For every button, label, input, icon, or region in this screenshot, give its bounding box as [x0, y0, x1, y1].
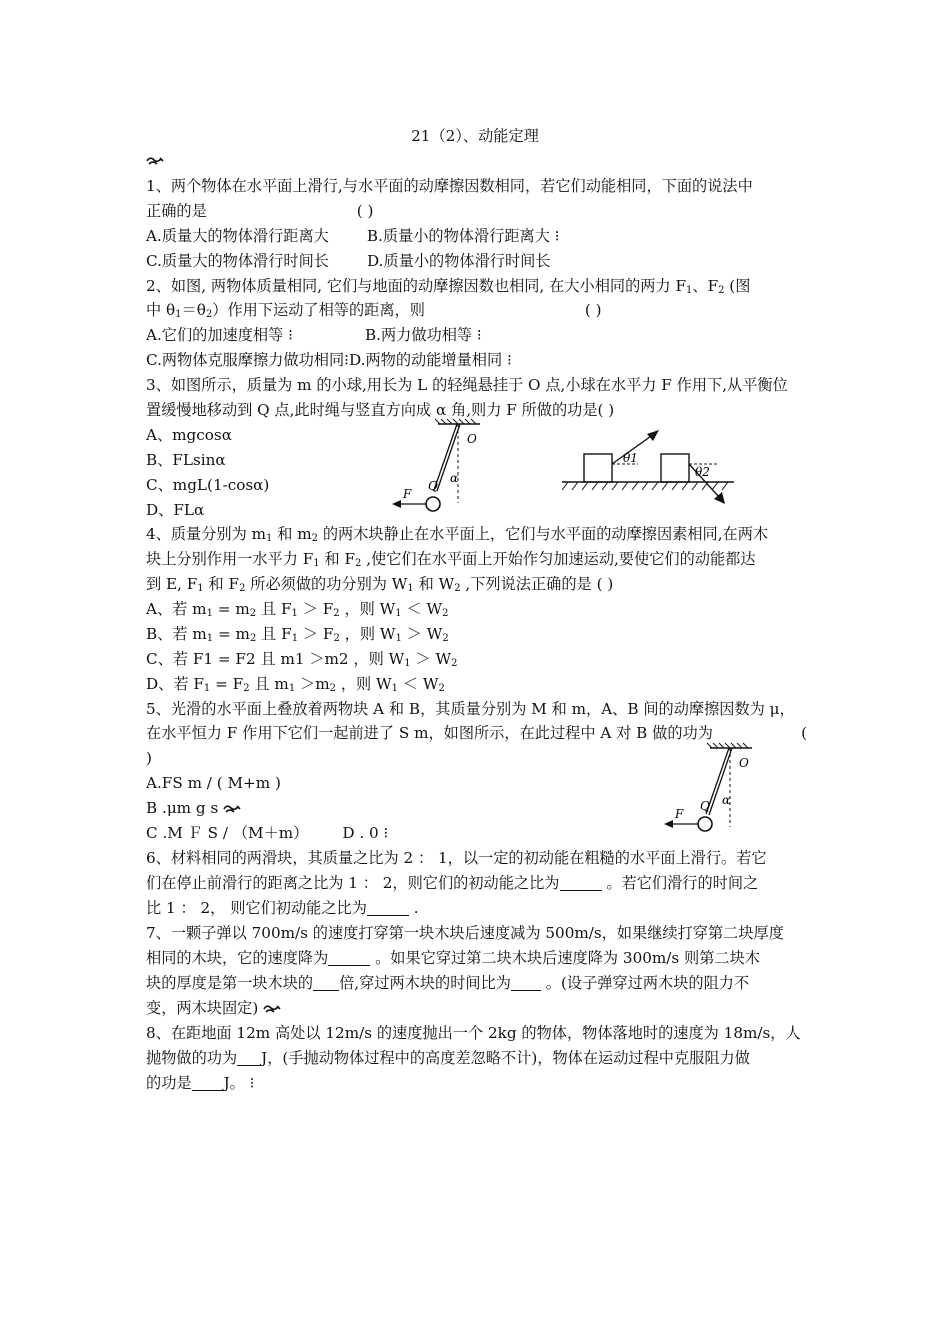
- answer-blank[interactable]: [192, 1074, 224, 1091]
- blocks-figure-q2: [558, 420, 748, 512]
- q1-option-c: C.质量大的物体滑行时间长: [146, 252, 329, 270]
- q6-line1: 6、材料相同的两滑块，其质量之比为 2 ： 1，以一定的初动能在粗糙的水平面上滑行。若它: [146, 849, 767, 867]
- q5-options-cd: C .M Ｆ S / （M＋m） D . 0 ⁝: [146, 824, 389, 842]
- q4-option-d: D、若 $F_1 = F_2$ 且 $m_1 >m_2$ ，则 $W_1 < W_2$: [146, 675, 445, 694]
- q1-option-a: A.质量大的物体滑行距离大: [146, 227, 329, 245]
- q7-line1: 7、一颗子弹以 700m/s 的速度打穿第一块木块后速度减为 500m/s，如果继续打穿第二块厚度: [146, 924, 784, 942]
- q5-line1: 5、光滑的水平面上叠放着两物块 A 和 B，其质量分别为 M 和 m，A、B 间的动摩擦因数为 μ，: [146, 700, 795, 718]
- mouse-mark-icon: [223, 803, 241, 815]
- q2-options-ab: A.它们的加速度相等 ⁝ B.两力做功相等 ⁝: [146, 326, 482, 344]
- q5-line2: 在水平恒力 F 作用下它们一起前进了 S m，如图所示，在此过程中 A 对 B 做的功为 (: [146, 721, 811, 745]
- page-title: 21（2）、动能定理: [411, 127, 539, 145]
- q2-line2: 中 $\theta_1=\theta_2$）作用下运动了相等的距离，则 ( ): [146, 301, 602, 320]
- mouse-mark-icon: [263, 1003, 281, 1015]
- q1-line1: 1、两个物体在水平面上滑行,与水平面的动摩擦因数相同，若它们动能相同，下面的说法中: [146, 177, 753, 195]
- q3-line2: 置缓慢地移动到 Q 点,此时绳与竖直方向成 α 角,则力 F 所做的功是( ): [146, 401, 615, 419]
- answer-blank[interactable]: [560, 874, 602, 891]
- q3-option-d: D、FLα: [146, 501, 205, 519]
- angle-label-theta1: θ1: [623, 451, 638, 465]
- q3-line1: 3、如图所示，质量为 m 的小球,用长为 L 的轻绳悬挂于 O 点,小球在水平力 F 作用下,从平衡位: [146, 376, 788, 394]
- q2-answer-paren: ( ): [584, 301, 602, 319]
- pendulum-figure-q3: [388, 418, 498, 518]
- q6-line3: 比 1 ： 2， 则它们初动能之比为 .: [146, 899, 419, 917]
- q2-option-d: D.两物的动能增量相同: [349, 351, 503, 369]
- q8-line2: 抛物做的功为 J，(手抛动物体过程中的高度差忽略不计)，物体在运动过程中克服阻力做: [146, 1049, 750, 1067]
- q5-option-c: C .M Ｆ S / （M＋m）: [146, 824, 309, 842]
- q8-line3: 的功是 J。 ⁝: [146, 1074, 255, 1092]
- mouse-mark-icon: [146, 155, 164, 167]
- q4-line1: 4、质量分别为 $m_1$ 和 $m_2$ 的两木块静止在水平面上，它们与水平面的动摩擦因素相同,在两木: [146, 525, 769, 544]
- q5-option-b: B .μm g s: [146, 796, 811, 820]
- q1-line2: [146, 199, 811, 223]
- angle-label-alpha: α: [722, 793, 731, 807]
- q4-option-c: C、若 F1 = F2 且 m1 ＞m2 ，则 $W_1 > W_2$: [146, 650, 458, 669]
- q6-line2: 们在停止前滑行的距离之比为 1 ： 2，则它们的初动能之比为 。若它们滑行的时间之: [146, 874, 759, 892]
- q4-line2: 块上分别作用一水平力 $F_1$ 和 $F_2$ ,使它们在水平面上开始作匀加速运动,要使它们的动能都达: [146, 550, 756, 569]
- q3-option-c: C、mgL(1-cosα): [146, 476, 270, 494]
- q5-option-d: D . 0: [342, 824, 379, 842]
- point-label-o: O: [467, 432, 477, 446]
- point-label-q: Q: [700, 799, 710, 813]
- q2-option-a: A.它们的加速度相等: [146, 326, 284, 344]
- q4-option-a: A、若 $m_1 = m_2$ 且 $F_1 > F_2$ ，则 $W_1 < W_2$: [146, 600, 449, 619]
- q4-line3: 到 E, $F_1$ 和 $F_2$ 所必须做的功分别为 $W_1$ 和 $W_2$ ,下列说法正确的是 ( ): [146, 575, 614, 594]
- q5-answer-paren: (: [801, 724, 807, 742]
- q2-line1: 2、如图, 两物体质量相同, 它们与地面的动摩擦因数也相同, 在大小相同的两力 $F_1$、$F_2$ (图: [146, 277, 751, 296]
- q3-option-b: B、FLsinα: [146, 451, 226, 469]
- force-label-f: F: [675, 807, 684, 821]
- q1-stem: 正确的是: [146, 202, 207, 220]
- q2-option-c: C.两物体克服摩擦力做功相同: [146, 351, 345, 369]
- q1-options-ab: A.质量大的物体滑行距离大 B.质量小的物体滑行距离大 ⁝: [146, 227, 560, 245]
- q7-line2: 相同的木块，它的速度降为 。如果它穿过第二块木块后速度降为 300m/s 则第二块木: [146, 949, 760, 967]
- q7-line3: 块的厚度是第一块木块的 倍,穿过两木块的时间比为 。(设子弹穿过两木块的阻力不: [146, 974, 750, 992]
- answer-blank[interactable]: [367, 899, 409, 916]
- q1-option-d: D.质量小的物体滑行时间长: [366, 252, 551, 270]
- q5-option-a: A.FS m / ( M+m ): [146, 774, 281, 792]
- q7-line4: 变，两木块固定): [146, 996, 811, 1020]
- q1-options-cd: [146, 249, 811, 273]
- q4-option-b: B、若 $m_1 = m_2$ 且 $F_1 > F_2$ ，则 $W_1 > W_2$: [146, 625, 449, 644]
- q8-line1: 8、在距地面 12m 高处以 12m/s 的速度抛出一个 2kg 的物体，物体落地时的速度为 18m/s，人: [146, 1024, 801, 1042]
- answer-blank[interactable]: [237, 1049, 261, 1066]
- q5-line3: ): [146, 749, 152, 767]
- q1-option-b: B.质量小的物体滑行距离大: [366, 227, 550, 245]
- q1-answer-paren: ( ): [356, 202, 374, 220]
- point-label-q: Q: [428, 479, 438, 493]
- answer-blank[interactable]: [511, 974, 541, 991]
- q2-options-cd: C.两物体克服摩擦力做功相同⁝D.两物的动能增量相同 ⁝: [146, 351, 512, 369]
- angle-label-alpha: α: [450, 471, 459, 485]
- q2-option-b: B.两力做功相等: [364, 326, 473, 344]
- answer-blank[interactable]: [313, 974, 339, 991]
- angle-label-theta2: θ2: [695, 465, 710, 479]
- force-label-f: F: [403, 487, 412, 501]
- answer-blank[interactable]: [328, 949, 370, 966]
- point-label-o: O: [739, 756, 749, 770]
- q3-option-a: A、mgcosα: [146, 426, 232, 444]
- section-marker-1: [146, 148, 811, 172]
- pendulum-figure-q5: [660, 742, 770, 842]
